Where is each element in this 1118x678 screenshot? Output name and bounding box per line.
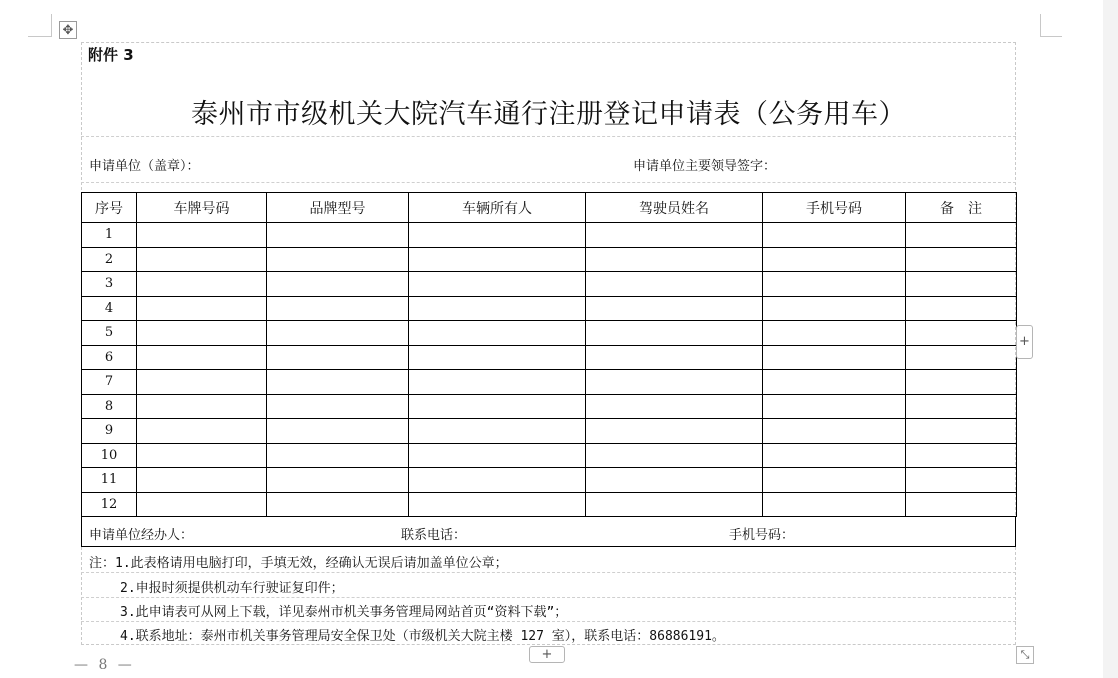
table-row — [82, 443, 1017, 468]
footer-row — [81, 517, 1016, 547]
cell-plate-number[interactable] — [137, 247, 267, 272]
cell-vehicle-owner[interactable] — [409, 345, 586, 370]
phone-label: 联系电话： — [401, 528, 467, 543]
cell-brand-model[interactable] — [267, 443, 409, 468]
cell-mobile[interactable] — [763, 345, 906, 370]
plus-icon: + — [1019, 334, 1030, 349]
cell-driver-name[interactable] — [586, 443, 763, 468]
cell-driver-name[interactable] — [586, 419, 763, 444]
cell-plate-number[interactable] — [137, 443, 267, 468]
cell-plate-number[interactable] — [137, 272, 267, 297]
cell-driver-name[interactable] — [586, 272, 763, 297]
cell-remarks[interactable] — [906, 492, 1017, 517]
cell-brand-model[interactable] — [267, 419, 409, 444]
cell-mobile[interactable] — [763, 443, 906, 468]
cell-remarks[interactable] — [906, 321, 1017, 346]
cell-driver-name[interactable] — [586, 370, 763, 395]
leader-sign-label: 申请单位主要领导签字： — [633, 159, 777, 174]
header-remarks: 备 注 — [906, 193, 1017, 223]
cell-vehicle-owner[interactable] — [409, 223, 586, 248]
cell-brand-model[interactable] — [267, 370, 409, 395]
cell-plate-number[interactable] — [137, 468, 267, 493]
cell-driver-name[interactable] — [586, 247, 763, 272]
cell-mobile[interactable] — [763, 370, 906, 395]
cell-no: 7 — [82, 370, 137, 395]
annex-label: 附件 3 — [88, 46, 134, 64]
table-row — [82, 394, 1017, 419]
crop-mark-top-left-vertical — [51, 14, 52, 36]
cell-vehicle-owner[interactable] — [409, 370, 586, 395]
handler-label: 申请单位经办人： — [89, 528, 194, 543]
cell-brand-model[interactable] — [267, 394, 409, 419]
cell-mobile[interactable] — [763, 492, 906, 517]
cell-remarks[interactable] — [906, 419, 1017, 444]
cell-vehicle-owner[interactable] — [409, 296, 586, 321]
cell-driver-name[interactable] — [586, 296, 763, 321]
plus-icon: + — [541, 647, 553, 662]
cell-driver-name[interactable] — [586, 394, 763, 419]
cell-remarks[interactable] — [906, 443, 1017, 468]
cell-remarks[interactable] — [906, 272, 1017, 297]
header-vehicle-owner: 车辆所有人 — [409, 193, 586, 223]
mobile-label: 手机号码： — [729, 528, 795, 543]
cell-vehicle-owner[interactable] — [409, 468, 586, 493]
cell-plate-number[interactable] — [137, 321, 267, 346]
cell-mobile[interactable] — [763, 247, 906, 272]
cell-brand-model[interactable] — [267, 272, 409, 297]
cell-vehicle-owner[interactable] — [409, 492, 586, 517]
cell-plate-number[interactable] — [137, 223, 267, 248]
header-driver-name: 驾驶员姓名 — [586, 193, 763, 223]
divider — [81, 136, 1016, 137]
cell-plate-number[interactable] — [137, 394, 267, 419]
cell-plate-number[interactable] — [137, 419, 267, 444]
cell-brand-model[interactable] — [267, 296, 409, 321]
cell-brand-model[interactable] — [267, 468, 409, 493]
cell-vehicle-owner[interactable] — [409, 419, 586, 444]
divider — [81, 597, 1016, 598]
add-column-button[interactable] — [1016, 325, 1033, 359]
header-mobile: 手机号码 — [763, 193, 906, 223]
cell-driver-name[interactable] — [586, 321, 763, 346]
vertical-scrollbar[interactable] — [1103, 0, 1118, 678]
cell-remarks[interactable] — [906, 296, 1017, 321]
cell-mobile[interactable] — [763, 272, 906, 297]
note-4: 4.联系地址：泰州市机关事务管理局安全保卫处（市级机关大院主楼 127 室），联系电话：86886191。 — [120, 629, 725, 644]
cell-mobile[interactable] — [763, 468, 906, 493]
cell-no: 10 — [82, 443, 137, 468]
cell-remarks[interactable] — [906, 394, 1017, 419]
table-row — [82, 247, 1017, 272]
cell-vehicle-owner[interactable] — [409, 443, 586, 468]
cell-no: 2 — [82, 247, 137, 272]
note-3: 3.此申请表可从网上下载，详见泰州市机关事务管理局网站首页“资料下载”； — [120, 605, 568, 620]
cell-driver-name[interactable] — [586, 223, 763, 248]
cell-vehicle-owner[interactable] — [409, 272, 586, 297]
crop-mark-top-left — [28, 36, 52, 37]
divider — [81, 572, 1016, 573]
cell-no: 8 — [82, 394, 137, 419]
registration-table — [81, 192, 1017, 517]
cell-remarks[interactable] — [906, 247, 1017, 272]
applicant-unit-label: 申请单位（盖章）： — [89, 159, 200, 174]
cell-plate-number[interactable] — [137, 345, 267, 370]
cell-vehicle-owner[interactable] — [409, 394, 586, 419]
cell-no: 5 — [82, 321, 137, 346]
cell-plate-number[interactable] — [137, 492, 267, 517]
cell-mobile[interactable] — [763, 394, 906, 419]
table-row — [82, 223, 1017, 248]
cell-vehicle-owner[interactable] — [409, 247, 586, 272]
table-row — [82, 272, 1017, 297]
cell-brand-model[interactable] — [267, 247, 409, 272]
cell-brand-model[interactable] — [267, 345, 409, 370]
header-plate-number: 车牌号码 — [137, 193, 267, 223]
cell-plate-number[interactable] — [137, 296, 267, 321]
cell-plate-number[interactable] — [137, 370, 267, 395]
cell-mobile[interactable] — [763, 223, 906, 248]
cell-brand-model[interactable] — [267, 492, 409, 517]
cell-mobile[interactable] — [763, 321, 906, 346]
cell-remarks[interactable] — [906, 345, 1017, 370]
resize-icon[interactable]: ⤡ — [1016, 646, 1034, 664]
cell-no: 3 — [82, 272, 137, 297]
note-2: 2.申报时须提供机动车行驶证复印件； — [120, 581, 344, 596]
table-row — [82, 492, 1017, 517]
table-row — [82, 419, 1017, 444]
crop-mark-top-right-vertical — [1040, 14, 1041, 36]
cell-remarks[interactable] — [906, 468, 1017, 493]
add-row-button[interactable] — [529, 646, 565, 663]
table-row — [82, 296, 1017, 321]
crop-mark-top-right — [1040, 36, 1062, 37]
cell-no: 9 — [82, 419, 137, 444]
cell-driver-name[interactable] — [586, 492, 763, 517]
move-icon[interactable]: ✥ — [59, 21, 77, 39]
cell-vehicle-owner[interactable] — [409, 321, 586, 346]
cell-brand-model[interactable] — [267, 223, 409, 248]
header-no: 序号 — [82, 193, 137, 223]
header-brand-model: 品牌型号 — [267, 193, 409, 223]
cell-mobile[interactable] — [763, 296, 906, 321]
cell-no: 6 — [82, 345, 137, 370]
cell-remarks[interactable] — [906, 223, 1017, 248]
cell-no: 1 — [82, 223, 137, 248]
cell-driver-name[interactable] — [586, 345, 763, 370]
page-number: — 8 — — [74, 657, 135, 673]
cell-driver-name[interactable] — [586, 468, 763, 493]
note-1: 注：1.此表格请用电脑打印，手填无效，经确认无误后请加盖单位公章； — [89, 556, 508, 571]
table-row — [82, 345, 1017, 370]
cell-brand-model[interactable] — [267, 321, 409, 346]
cell-mobile[interactable] — [763, 419, 906, 444]
divider — [81, 621, 1016, 622]
divider — [81, 182, 1016, 183]
cell-no: 12 — [82, 492, 137, 517]
table-row — [82, 321, 1017, 346]
cell-no: 11 — [82, 468, 137, 493]
cell-no: 4 — [82, 296, 137, 321]
table-row — [82, 468, 1017, 493]
page-title: 泰州市市级机关大院汽车通行注册登记申请表（公务用车） — [191, 99, 906, 130]
table-header-row — [82, 193, 1017, 223]
table-row — [82, 370, 1017, 395]
cell-remarks[interactable] — [906, 370, 1017, 395]
